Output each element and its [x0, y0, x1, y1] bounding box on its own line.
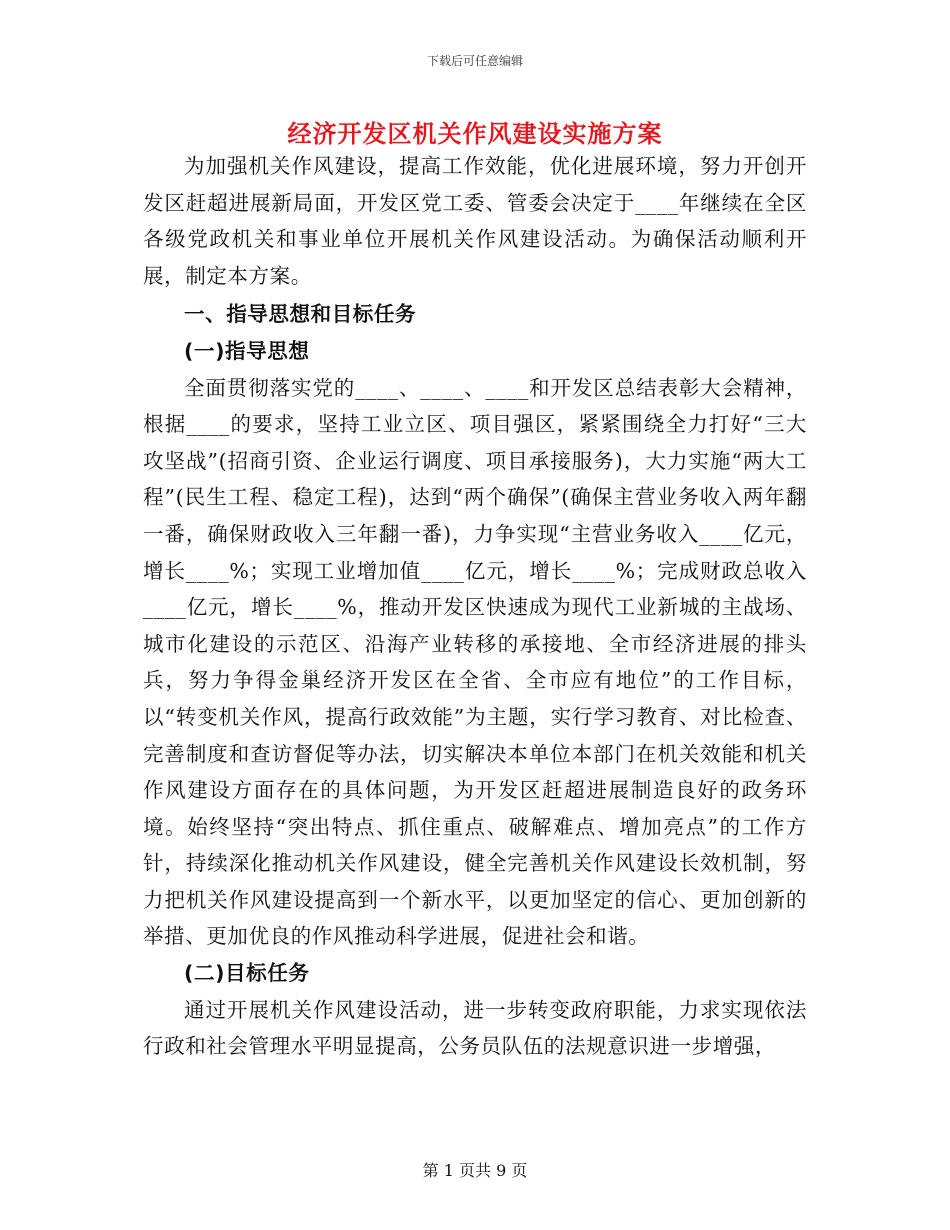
guiding-ideology-paragraph: 全面贯彻落实党的____、____、____和开发区总结表彰大会精神，根据____的要求，坚持工业立区、项目强区，紧紧围绕全力打好“三大攻坚战”(招商引资、企业运行调度、项目承接服务)，大力实施“两大工程”(民生工程、稳定工程)，达到“两个确保”(确保主营业务收入两年翻一番，确保财政收入三年翻一番)，力争实现“主营业务收入____亿元，增长____%；实现工业增加值____亿元，增长____%；完成财政总收入____亿元，增长____%，推动开发区快速成为现代工业新城的主战场、城市化建设的示范区、沿海产业转移的承接地、全市经济进展的排头兵，努力争得金巢经济开发区在全省、全市应有地位”的工作目标，以“转变机关作风，提高行政效能”为主题，实行学习教育、对比检查、完善制度和查访督促等办法，切实解决本单位本部门在机关效能和机关作风建设方面存在的具体问题，为开发区赶超进展制造良好的政务环境。始终坚持“突出特点、抓住重点、破解难点、增加亮点”的工作方针，持续深化推动机关作风建设，健全完善机关作风建设长效机制，努力把机关作风建设提高到一个新水平，以更加坚定的信心、更加创新的举措、更加优良的作风推动科学进展，促进社会和谐。: [143, 375, 807, 949]
page-number-footer: 第 1 页共 9 页: [422, 1161, 528, 1180]
goals-and-tasks-paragraph: 通过开展机关作风建设活动，进一步转变政府职能，力求实现依法行政和社会管理水平明显提高，公务员队伍的法规意识进一步增强，: [143, 997, 807, 1059]
intro-paragraph: 为加强机关作风建设，提高工作效能，优化进展环境，努力开创开发区赶超进展新局面，开发区党工委、管委会决定于____年继续在全区各级党政机关和事业单位开展机关作风建设活动。为确保活动顺利开展，制定本方案。: [143, 154, 807, 288]
subsection-heading-goals-and-tasks: (二)目标任务: [184, 961, 310, 986]
subsection-heading-guiding-ideology: (一)指导思想: [184, 338, 310, 363]
document-body: [143, 148, 807, 1065]
document-title: 经济开发区机关作风建设实施方案: [287, 119, 663, 148]
page-header-note: 下载后可任意编辑: [426, 54, 523, 68]
section-heading-guiding-ideology-and-goals: 一、指导思想和目标任务: [184, 302, 417, 327]
